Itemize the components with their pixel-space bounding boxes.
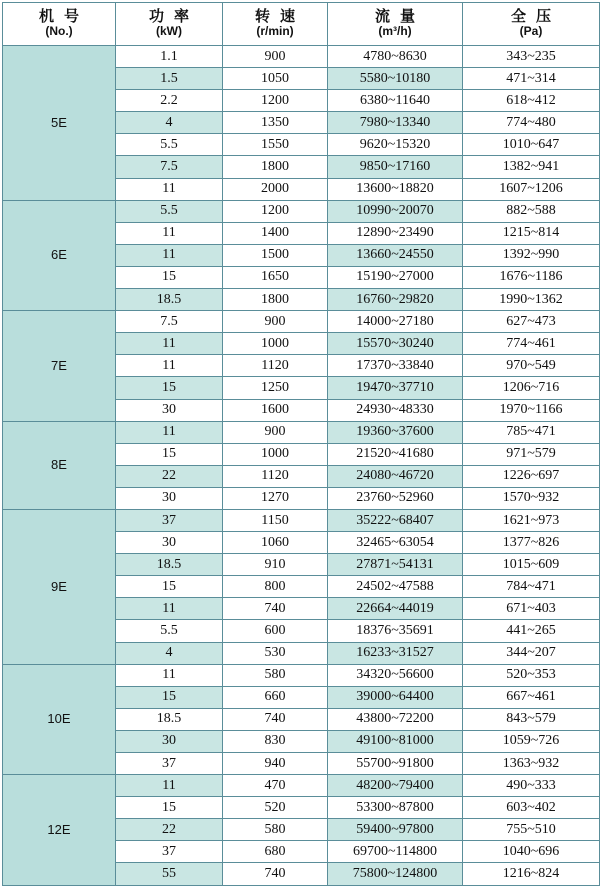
speed-cell: 1250 <box>223 377 328 399</box>
flow-cell: 13660~24550 <box>328 244 463 266</box>
pressure-cell: 667~461 <box>463 686 600 708</box>
model-cell: 6E <box>3 200 116 310</box>
power-cell: 22 <box>116 465 223 487</box>
flow-cell: 13600~18820 <box>328 178 463 200</box>
power-cell: 5.5 <box>116 620 223 642</box>
power-cell: 15 <box>116 443 223 465</box>
flow-cell: 39000~64400 <box>328 686 463 708</box>
speed-cell: 600 <box>223 620 328 642</box>
table-row <box>3 421 600 443</box>
flow-cell: 27871~54131 <box>328 554 463 576</box>
flow-cell: 15190~27000 <box>328 266 463 288</box>
speed-cell: 470 <box>223 775 328 797</box>
flow-cell: 75800~124800 <box>328 863 463 885</box>
speed-cell: 830 <box>223 730 328 752</box>
pressure-cell: 1570~932 <box>463 487 600 509</box>
power-cell: 4 <box>116 112 223 134</box>
flow-cell: 5580~10180 <box>328 68 463 90</box>
pressure-cell: 1059~726 <box>463 730 600 752</box>
table-row <box>3 775 600 797</box>
speed-cell: 1350 <box>223 112 328 134</box>
speed-cell: 680 <box>223 841 328 863</box>
model-cell: 10E <box>3 664 116 774</box>
pressure-cell: 1040~696 <box>463 841 600 863</box>
flow-cell: 18376~35691 <box>328 620 463 642</box>
pressure-cell: 1382~941 <box>463 156 600 178</box>
flow-cell: 17370~33840 <box>328 355 463 377</box>
model-cell: 8E <box>3 421 116 509</box>
pressure-cell: 1015~609 <box>463 554 600 576</box>
table-row <box>3 311 600 333</box>
power-cell: 30 <box>116 532 223 554</box>
pressure-cell: 627~473 <box>463 311 600 333</box>
header-model-en: (No.) <box>45 24 73 38</box>
header-model-zh: 机号 <box>38 7 89 25</box>
header-model <box>3 3 116 46</box>
flow-cell: 19360~37600 <box>328 421 463 443</box>
power-cell: 15 <box>116 686 223 708</box>
speed-cell: 580 <box>223 819 328 841</box>
pressure-cell: 1363~932 <box>463 753 600 775</box>
power-cell: 37 <box>116 753 223 775</box>
flow-cell: 32465~63054 <box>328 532 463 554</box>
pressure-cell: 1970~1166 <box>463 399 600 421</box>
flow-cell: 43800~72200 <box>328 708 463 730</box>
power-cell: 15 <box>116 377 223 399</box>
pressure-cell: 1215~814 <box>463 222 600 244</box>
speed-cell: 1800 <box>223 289 328 311</box>
power-cell: 11 <box>116 775 223 797</box>
speed-cell: 1120 <box>223 355 328 377</box>
power-cell: 37 <box>116 841 223 863</box>
header-flow-en: (m³/h) <box>378 24 412 38</box>
power-cell: 15 <box>116 797 223 819</box>
flow-cell: 9620~15320 <box>328 134 463 156</box>
pressure-cell: 1990~1362 <box>463 289 600 311</box>
speed-cell: 740 <box>223 863 328 885</box>
speed-cell: 1270 <box>223 487 328 509</box>
pressure-cell: 970~549 <box>463 355 600 377</box>
pressure-cell: 882~588 <box>463 200 600 222</box>
speed-cell: 910 <box>223 554 328 576</box>
flow-cell: 4780~8630 <box>328 46 463 68</box>
flow-cell: 12890~23490 <box>328 222 463 244</box>
power-cell: 4 <box>116 642 223 664</box>
model-cell: 12E <box>3 775 116 885</box>
speed-cell: 1120 <box>223 465 328 487</box>
flow-cell: 16233~31527 <box>328 642 463 664</box>
table-row <box>3 664 600 686</box>
power-cell: 15 <box>116 266 223 288</box>
pressure-cell: 603~402 <box>463 797 600 819</box>
fan-spec-table <box>2 2 600 886</box>
speed-cell: 1550 <box>223 134 328 156</box>
header-flow <box>328 3 463 46</box>
speed-cell: 1500 <box>223 244 328 266</box>
speed-cell: 1200 <box>223 200 328 222</box>
power-cell: 18.5 <box>116 289 223 311</box>
flow-cell: 10990~20070 <box>328 200 463 222</box>
speed-cell: 1650 <box>223 266 328 288</box>
power-cell: 11 <box>116 178 223 200</box>
speed-cell: 1000 <box>223 443 328 465</box>
pressure-cell: 1206~716 <box>463 377 600 399</box>
pressure-cell: 520~353 <box>463 664 600 686</box>
speed-cell: 800 <box>223 576 328 598</box>
flow-cell: 6380~11640 <box>328 90 463 112</box>
power-cell: 11 <box>116 333 223 355</box>
power-cell: 15 <box>116 576 223 598</box>
pressure-cell: 784~471 <box>463 576 600 598</box>
power-cell: 11 <box>116 664 223 686</box>
power-cell: 5.5 <box>116 200 223 222</box>
model-cell: 5E <box>3 46 116 201</box>
flow-cell: 53300~87800 <box>328 797 463 819</box>
speed-cell: 900 <box>223 311 328 333</box>
power-cell: 30 <box>116 487 223 509</box>
pressure-cell: 1607~1206 <box>463 178 600 200</box>
flow-cell: 9850~17160 <box>328 156 463 178</box>
header-power-zh: 功率 <box>148 7 199 25</box>
power-cell: 7.5 <box>116 156 223 178</box>
power-cell: 1.5 <box>116 68 223 90</box>
pressure-cell: 971~579 <box>463 443 600 465</box>
pressure-cell: 1226~697 <box>463 465 600 487</box>
power-cell: 30 <box>116 399 223 421</box>
speed-cell: 1000 <box>223 333 328 355</box>
header-flow-zh: 流量 <box>374 7 425 25</box>
power-cell: 11 <box>116 598 223 620</box>
speed-cell: 1060 <box>223 532 328 554</box>
power-cell: 18.5 <box>116 554 223 576</box>
power-cell: 37 <box>116 509 223 531</box>
header-speed-en: (r/min) <box>256 24 294 38</box>
header-speed <box>223 3 328 46</box>
speed-cell: 900 <box>223 46 328 68</box>
speed-cell: 740 <box>223 708 328 730</box>
flow-cell: 21520~41680 <box>328 443 463 465</box>
flow-cell: 48200~79400 <box>328 775 463 797</box>
header-power-en: (kW) <box>156 24 182 38</box>
flow-cell: 49100~81000 <box>328 730 463 752</box>
power-cell: 22 <box>116 819 223 841</box>
pressure-cell: 618~412 <box>463 90 600 112</box>
speed-cell: 940 <box>223 753 328 775</box>
flow-cell: 23760~52960 <box>328 487 463 509</box>
header-pressure <box>463 3 600 46</box>
flow-cell: 22664~44019 <box>328 598 463 620</box>
power-cell: 11 <box>116 421 223 443</box>
speed-cell: 1600 <box>223 399 328 421</box>
power-cell: 11 <box>116 355 223 377</box>
pressure-cell: 1392~990 <box>463 244 600 266</box>
pressure-cell: 843~579 <box>463 708 600 730</box>
flow-cell: 69700~114800 <box>328 841 463 863</box>
flow-cell: 16760~29820 <box>328 289 463 311</box>
table-body <box>3 46 600 886</box>
speed-cell: 1400 <box>223 222 328 244</box>
pressure-cell: 343~235 <box>463 46 600 68</box>
header-pressure-zh: 全压 <box>510 7 561 25</box>
pressure-cell: 785~471 <box>463 421 600 443</box>
model-cell: 7E <box>3 311 116 421</box>
header-row <box>3 3 600 46</box>
pressure-cell: 490~333 <box>463 775 600 797</box>
header-speed-zh: 转速 <box>254 7 305 25</box>
speed-cell: 1050 <box>223 68 328 90</box>
table-row <box>3 200 600 222</box>
flow-cell: 35222~68407 <box>328 509 463 531</box>
table-row <box>3 46 600 68</box>
model-cell: 9E <box>3 509 116 664</box>
flow-cell: 24502~47588 <box>328 576 463 598</box>
pressure-cell: 1676~1186 <box>463 266 600 288</box>
pressure-cell: 1621~973 <box>463 509 600 531</box>
power-cell: 1.1 <box>116 46 223 68</box>
flow-cell: 24930~48330 <box>328 399 463 421</box>
pressure-cell: 1010~647 <box>463 134 600 156</box>
speed-cell: 520 <box>223 797 328 819</box>
speed-cell: 1200 <box>223 90 328 112</box>
table-row <box>3 509 600 531</box>
pressure-cell: 755~510 <box>463 819 600 841</box>
pressure-cell: 471~314 <box>463 68 600 90</box>
table-header <box>3 3 600 46</box>
flow-cell: 7980~13340 <box>328 112 463 134</box>
power-cell: 5.5 <box>116 134 223 156</box>
power-cell: 2.2 <box>116 90 223 112</box>
flow-cell: 55700~91800 <box>328 753 463 775</box>
power-cell: 11 <box>116 244 223 266</box>
power-cell: 30 <box>116 730 223 752</box>
pressure-cell: 1377~826 <box>463 532 600 554</box>
pressure-cell: 671~403 <box>463 598 600 620</box>
speed-cell: 660 <box>223 686 328 708</box>
flow-cell: 34320~56600 <box>328 664 463 686</box>
speed-cell: 1150 <box>223 509 328 531</box>
power-cell: 18.5 <box>116 708 223 730</box>
power-cell: 55 <box>116 863 223 885</box>
header-power <box>116 3 223 46</box>
header-pressure-en: (Pa) <box>519 24 543 38</box>
speed-cell: 530 <box>223 642 328 664</box>
pressure-cell: 344~207 <box>463 642 600 664</box>
pressure-cell: 441~265 <box>463 620 600 642</box>
flow-cell: 24080~46720 <box>328 465 463 487</box>
power-cell: 7.5 <box>116 311 223 333</box>
speed-cell: 580 <box>223 664 328 686</box>
speed-cell: 2000 <box>223 178 328 200</box>
speed-cell: 900 <box>223 421 328 443</box>
pressure-cell: 774~461 <box>463 333 600 355</box>
flow-cell: 15570~30240 <box>328 333 463 355</box>
flow-cell: 59400~97800 <box>328 819 463 841</box>
pressure-cell: 774~480 <box>463 112 600 134</box>
pressure-cell: 1216~824 <box>463 863 600 885</box>
flow-cell: 19470~37710 <box>328 377 463 399</box>
flow-cell: 14000~27180 <box>328 311 463 333</box>
speed-cell: 1800 <box>223 156 328 178</box>
power-cell: 11 <box>116 222 223 244</box>
speed-cell: 740 <box>223 598 328 620</box>
